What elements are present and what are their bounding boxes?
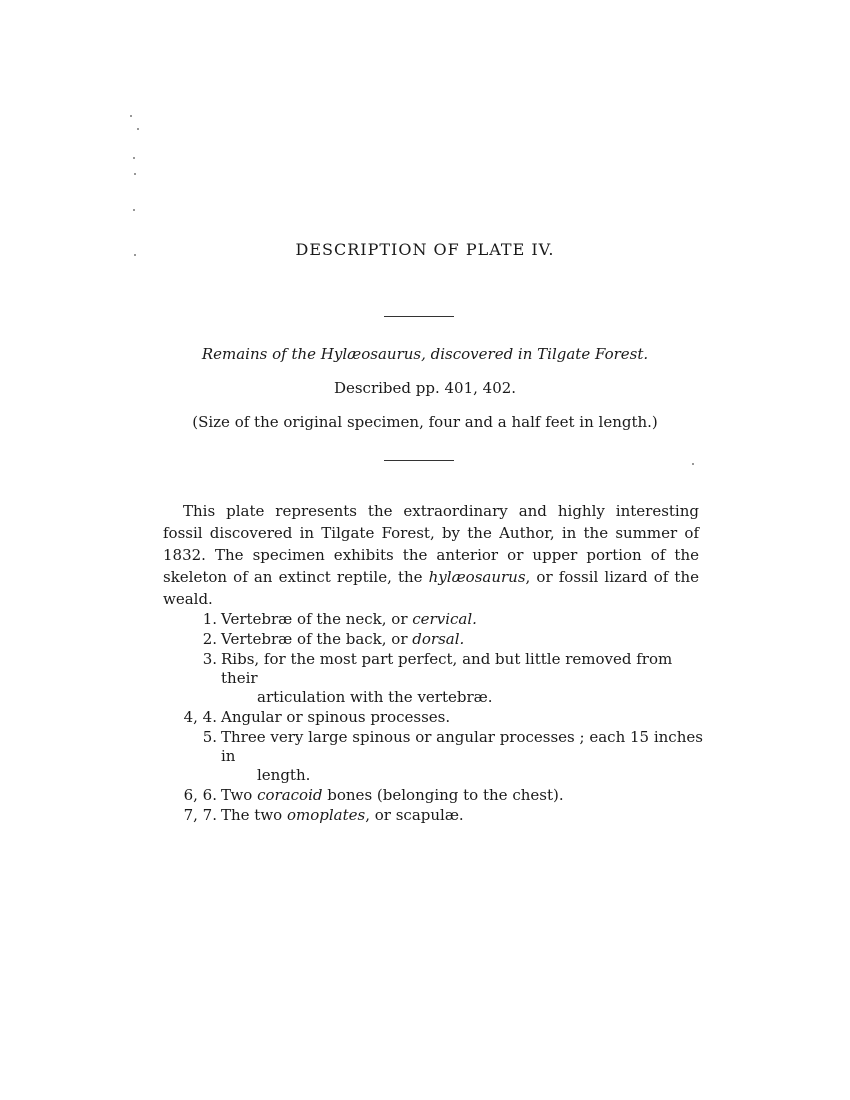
page-title: DESCRIPTION OF PLATE IV. [295,240,555,259]
item-text-italic: coracoid [257,786,323,804]
item-text-pre: Vertebræ of the neck, or [221,610,413,628]
scan-speck [134,173,136,175]
item-text-pre: Two [221,786,258,804]
item-number: 4, 4. [183,708,217,726]
item-number: 2. [202,630,217,648]
list-item [165,708,705,727]
item-text-pre: Angular or spinous processes. [221,708,451,726]
list-item [165,610,705,629]
divider-bottom [384,460,454,461]
item-text [221,708,705,727]
scan-speck [133,209,135,211]
item-text [221,650,705,707]
size-note: (Size of the original specimen, four and a half feet in length.) [192,413,658,431]
item-text-pre: Three very large spinous or angular processes ; each 15 inches in [221,728,703,765]
item-text-pre: Vertebræ of the back, or [221,630,413,648]
item-number: 6, 6. [183,786,217,804]
list-item [165,728,705,785]
item-text [221,630,705,649]
item-text-continuation: length. [257,766,311,784]
item-text [221,728,705,785]
scan-speck [692,463,694,465]
scan-speck [130,115,132,117]
scan-speck [133,157,135,159]
item-text-italic: omoplates [286,806,366,824]
paragraph-italic: hylæosaurus [428,568,526,586]
item-text-pre: The two [221,806,287,824]
item-text-post: bones (belonging to the chest). [322,786,564,804]
list-item [165,786,705,805]
scan-speck [137,128,139,130]
scan-speck [134,254,136,256]
description-paragraph [163,500,699,610]
paragraph-text-2: , or fossil lizard of the weald. [163,568,699,608]
list-item [165,650,705,707]
page-reference: Described pp. 401, 402. [333,379,517,397]
item-number: 1. [202,610,217,628]
item-number: 7, 7. [183,806,217,824]
item-text-italic: dorsal. [412,630,465,648]
divider-top [384,316,454,317]
item-text-post: , or scapulæ. [365,806,464,824]
item-text [221,786,705,805]
list-item [165,806,705,825]
item-text [221,806,705,825]
item-text [221,610,705,629]
list-item [165,630,705,649]
item-text-italic: cervical. [412,610,477,628]
item-number: 5. [202,728,217,746]
item-text-pre: Ribs, for the most part perfect, and but little removed from their [221,650,673,687]
legend-list [165,610,705,826]
paragraph-text-1: This plate represents the extraordinary and highly interesting fossil discovered in Tilgate Forest, by the Author, in the summer of 1832. The specimen exhibits the anterior or upper portion of the skeleton of an extinct reptile, the [163,502,699,586]
item-text-continuation: articulation with the vertebræ. [257,688,493,706]
item-number: 3. [202,650,217,668]
plate-subtitle: Remains of the Hylæosaurus, discovered in Tilgate Forest. [201,345,649,363]
